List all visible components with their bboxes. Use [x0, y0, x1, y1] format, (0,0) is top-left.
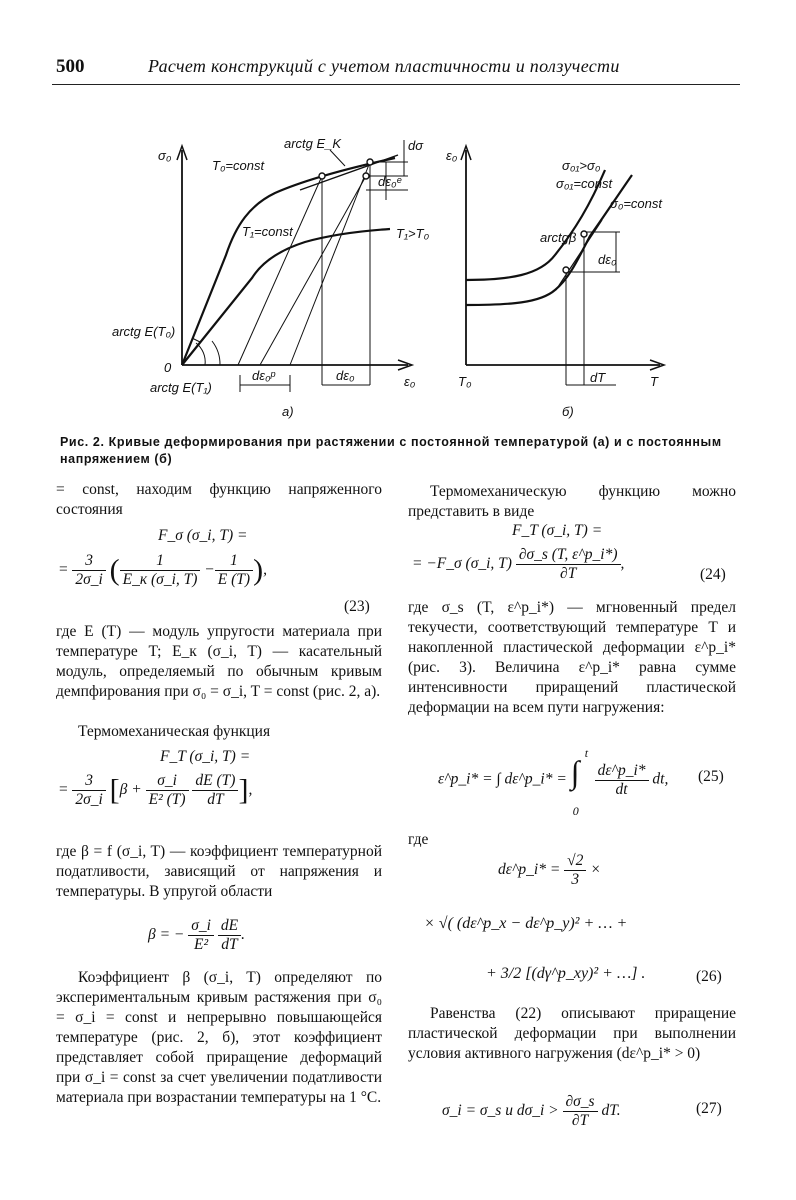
label-de-p: dε₀ᵖ: [252, 368, 276, 383]
eq27-number: (27): [696, 1100, 722, 1117]
right-p3: где: [408, 831, 429, 848]
leader-ek: [330, 150, 345, 166]
label-sub-b: б): [562, 404, 574, 419]
eq23-number: (23): [344, 598, 370, 615]
eqFT-f2-den: dT: [207, 791, 224, 808]
eq25-lower: 0: [572, 804, 579, 818]
label-b-eps0: ε₀: [446, 148, 458, 163]
label-t1-const: T₁=const: [242, 224, 293, 239]
header-rule: [52, 84, 740, 85]
eq26-num: √2: [564, 852, 586, 871]
label-dsigma: dσ: [408, 138, 424, 153]
eq25-num: dε^p_i*: [595, 762, 649, 781]
eq26-head: [498, 852, 601, 889]
eq23-f1-num: 1: [120, 552, 201, 571]
unload-line-3: [260, 176, 366, 365]
eq25-tail: dt,: [652, 770, 669, 788]
eq23-coef-num: 3: [72, 552, 105, 571]
figure-2: [0, 90, 796, 430]
eq25-number: (25): [698, 768, 724, 785]
eq24-rhs: = −F_σ (σ_i, T): [412, 555, 512, 573]
eq23-body: = $\frac{3}{2\sigma\_i}$ ( $\frac{1}{E\_к (\sigma\_i, T)}$ − $\frac{1}{E (T)}$ ),: [58, 552, 267, 588]
eqb-body: β = − $\frac{\sigma\_i}{\text{E²}}$ $\frac{dE}{dT}$ .: [148, 917, 245, 953]
curve-t0: [182, 158, 395, 365]
eq24-lhs: F_T (σ_i, T) =: [512, 522, 603, 539]
eqFT-lhs: F_T (σ_i, T) =: [160, 748, 251, 765]
eqFT-body: = $\frac{3}{2\sigma\_i}$ [β + $\frac{\sigma\_i}{\text{E² (T)}}$ $\frac{dE (T)}{dT}$ ],: [58, 772, 253, 808]
label-de: dε₀: [336, 368, 355, 383]
point-2: [367, 159, 373, 165]
label-s01-gt: σ₀₁>σ₀: [562, 158, 601, 173]
eqFT-coef-den: 2σ_i: [75, 791, 103, 808]
label-sigma0: σ₀: [158, 148, 172, 163]
eqb-lhs: β = −: [148, 926, 185, 944]
right-p1: Термомеханическую функцию можно представить в виде: [408, 483, 736, 520]
label-arctg-beta: arctgβ: [540, 230, 577, 245]
eq23-lhs: F_σ (σ_i, T) =: [158, 527, 248, 544]
eq25-lhs: ε^p_i* = ∫ dε^p_i* =: [438, 770, 567, 788]
eqFT-f1-den: E² (T): [148, 791, 186, 808]
label-t0-const: T₀=const: [212, 158, 265, 173]
label-b-T: T: [650, 374, 658, 389]
eq25-body: ε^p_i* = ∫ dε^p_i* = ∫ t 0 $\frac{d\varepsilon\^{}p\_i*}{dt}$ dt,: [438, 746, 669, 818]
label-s0-const: σ₀=const: [610, 196, 662, 211]
left-p2: где E (T) — модуль упругости материала при температуре T; E_к (σ_i, T) — касательный модуль, определяемый по обычным кривым демпфирования при σ₀ = σ_i, T = const (рис. 2, а).: [56, 623, 382, 700]
figure-caption: Рис. 2. Кривые деформирования при растяжении с постоянной температурой (а) и с постоянным напряжением (б): [60, 435, 722, 466]
eqFT-beta: β +: [119, 781, 142, 799]
point-3: [363, 173, 369, 179]
label-b-T0: T₀: [458, 374, 472, 389]
eq26-times: ×: [590, 861, 601, 879]
label-de-e: dε₀ᵉ: [378, 174, 402, 189]
eq25-den: dt: [615, 780, 628, 798]
b-point-2: [581, 231, 587, 237]
eq24-den: ∂T: [560, 565, 577, 582]
label-arctg-e-t1: arctg E(T₁): [150, 380, 212, 395]
left-p5: Коэффициент β (σ_i, T) определяют по экспериментальным кривым растяжения при σ₀ = σ_i = const и непрерывно повышающейся температуре (рис. 2, б), этот коэффициент представляет собой приращение деформаций при σ_i = const за счет увеличении податливости материала при возрастании температуры на 1 °С.: [56, 969, 382, 1106]
eq24-num: ∂σ_s (T, ε^p_i*): [516, 546, 621, 565]
label-b-de: dε₀: [598, 252, 617, 267]
eqFT-coef-num: 3: [72, 772, 105, 791]
label-t1-gt-t0: T₁>T₀: [396, 226, 430, 241]
eqb-f1-num: σ_i: [188, 917, 214, 936]
label-b-dT: dT: [590, 370, 606, 385]
right-p2: где σ_s (T, ε^p_i*) — мгновенный предел текучести, соответствующий температуре T и накопленной пластической деформации ε^p_i* (рис. 3). Величина ε^p_i* равна сумме интенсивности приращений пластической деформации на всем пути нагружения:: [408, 599, 736, 716]
eq27-body: [442, 1093, 621, 1130]
eq27-lhs: σ_i = σ_s и dσ_i >: [442, 1102, 559, 1120]
label-arctg-ek: arctg E_K: [284, 136, 342, 151]
label-s01-const: σ₀₁=const: [556, 176, 613, 191]
left-p3: Термомеханическая функция: [78, 723, 271, 740]
label-origin: 0: [164, 360, 172, 375]
eq24-body: = −F_σ (σ_i, T) $\frac{\partial\sigma\_s (T, \varepsilon\^{}p\_i*)}{\partial T}$ ,: [412, 546, 625, 582]
eq23-coef-den: 2σ_i: [75, 571, 103, 588]
left-p4: где β = f (σ_i, T) — коэффициент температурной податливости, зависящий от напряжения и температуры. В упругой области: [56, 843, 382, 900]
eq23-f2-num: 1: [215, 552, 253, 571]
eq27-tail: dT.: [601, 1102, 621, 1120]
panel-a-labels: [112, 136, 430, 419]
eq23-f1-den: E_к (σ_i, T): [122, 571, 198, 588]
angle-arc-t1: [212, 341, 220, 365]
right-p4: Равенства (22) описывают приращение пластической деформации при выполнении условия активного нагружения (dε^p_i* > 0): [408, 1005, 736, 1062]
eq26-lhs: dε^p_i* =: [498, 861, 561, 879]
eqb-f2-num: dE: [218, 917, 241, 936]
running-title: Расчет конструкций с учетом пластичности и ползучести: [148, 56, 620, 76]
eq27-num: ∂σ_s: [563, 1093, 598, 1112]
eqFT-f2-num: dE (T): [192, 772, 238, 791]
eq26-den: 3: [571, 871, 580, 888]
b-point-1: [563, 267, 569, 273]
eq25-upper: t: [584, 746, 589, 760]
eq26-line1: × √( (dε^p_x − dε^p_y)² + … +: [424, 915, 628, 932]
left-p1: = const, находим функцию напряженного состояния: [56, 481, 382, 518]
unload-line-1: [238, 176, 322, 365]
unload-line-2: [290, 162, 370, 365]
eqFT-f1-num: σ_i: [146, 772, 189, 791]
label-arctg-e-t0: arctg E(T₀): [112, 324, 176, 339]
leader-e-t0: [192, 338, 200, 342]
eqb-f1-den: E²: [194, 936, 209, 953]
curve-t1: [182, 229, 390, 365]
label-eps0-x: ε₀: [404, 374, 416, 389]
panel-a: [177, 140, 412, 392]
eq26-number: (26): [696, 968, 722, 985]
eqb-f2-den: dT: [221, 936, 238, 953]
panel-b-labels: [446, 148, 663, 419]
eq23-f2-den: E (T): [217, 571, 251, 588]
eq24-number: (24): [700, 566, 726, 583]
label-sub-a: а): [282, 404, 294, 419]
eq27-den: ∂T: [571, 1112, 589, 1129]
eq26-line2: + 3/2 [(dγ^p_xy)² + …] .: [486, 965, 646, 982]
page-number: 500: [56, 56, 85, 77]
point-1: [319, 173, 325, 179]
